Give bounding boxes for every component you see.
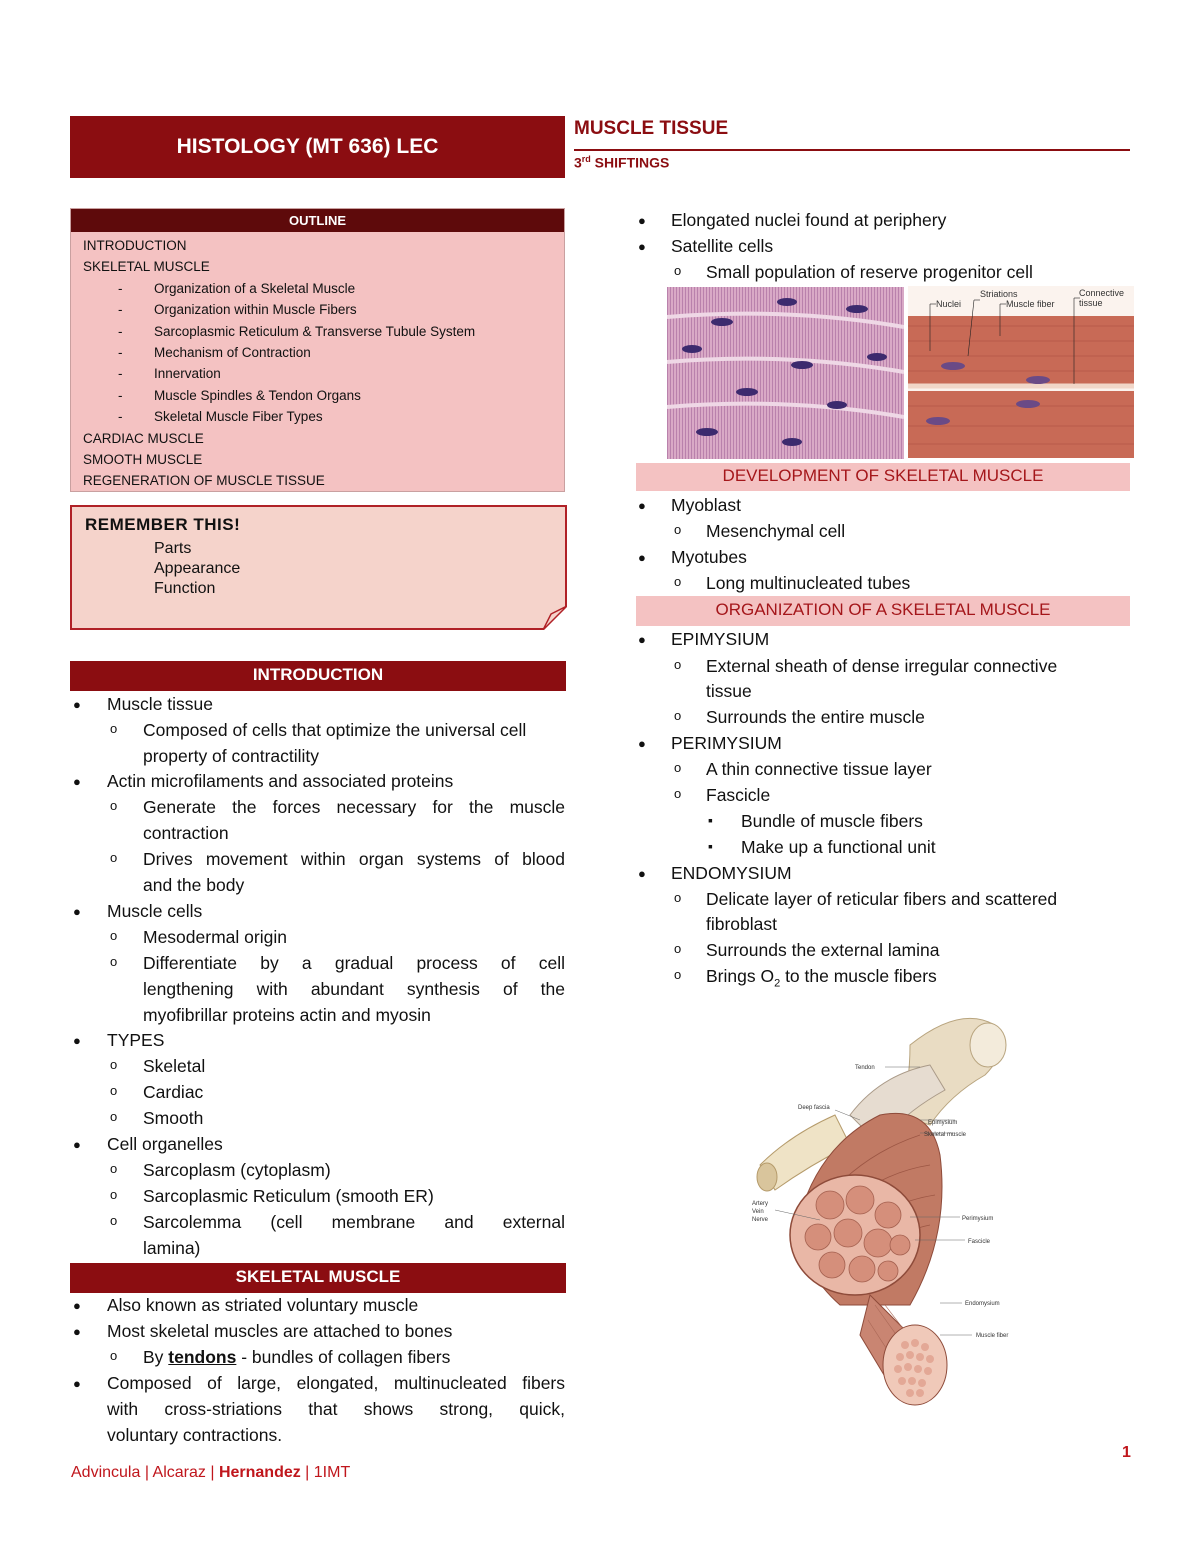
- skeletal-muscle-anatomy-illustration: [740, 1005, 1040, 1425]
- text-line: PERIMYSIUM: [671, 733, 782, 753]
- bullet-square: ▪: [708, 838, 713, 854]
- text-line: Muscle cells: [107, 901, 203, 921]
- text-line: Differentiate by a gradual process of cell: [143, 953, 565, 973]
- bullet-dot: ●: [73, 1033, 81, 1048]
- text-line: lengthening with abundant synthesis of the: [143, 979, 565, 999]
- bullet-circle: o: [674, 941, 682, 956]
- bullet-dot: ●: [73, 904, 81, 919]
- text-line: myofibrillar proteins actin and myosin: [143, 1005, 431, 1025]
- outline-item: CARDIAC MUSCLE: [83, 430, 204, 446]
- outline-subitem: - Organization of a Skeletal Muscle: [118, 280, 356, 296]
- bullet-circle: o: [674, 263, 682, 278]
- bullet-circle: o: [110, 1213, 118, 1228]
- text-line: property of contractility: [143, 746, 320, 766]
- bullet-dot: ●: [638, 239, 646, 254]
- remember-item: Function: [154, 580, 216, 597]
- text-line: Surrounds the entire muscle: [706, 707, 925, 727]
- topic-title: MUSCLE TISSUE: [574, 118, 729, 139]
- bullet-dot: ●: [73, 1324, 81, 1339]
- anatomy-label-perimysium: Perimysium: [962, 1216, 994, 1222]
- text-line: Composed of cells that optimize the universal cell: [143, 720, 527, 740]
- outline-item: SKELETAL MUSCLE: [83, 259, 210, 275]
- text-line: Composed of large, elongated, multinucleated fibers: [107, 1373, 565, 1393]
- outline-item: REGENERATION OF MUSCLE TISSUE: [83, 473, 325, 489]
- shifting-label: 3rd SHIFTINGS: [574, 154, 670, 171]
- text-line: Elongated nuclei found at periphery: [671, 210, 947, 230]
- text-line: Sarcoplasmic Reticulum (smooth ER): [143, 1186, 434, 1206]
- text-line: Muscle tissue: [107, 694, 214, 714]
- bullet-dot: ●: [638, 213, 646, 228]
- text-line: TYPES: [107, 1030, 165, 1050]
- text-line: Also known as striated voluntary muscle: [107, 1295, 419, 1315]
- text-line: External sheath of dense irregular connective: [706, 656, 1058, 676]
- outline-box: [70, 208, 565, 492]
- text-line: Cardiac: [143, 1082, 204, 1102]
- text-line: Actin microfilaments and associated proteins: [107, 771, 454, 791]
- bullet-dot: ●: [638, 632, 646, 647]
- bullet-circle: o: [674, 574, 682, 589]
- text-line: Skeletal: [143, 1056, 206, 1076]
- outline-subitem: - Sarcoplasmic Reticulum & Transverse Tubule System: [118, 323, 476, 339]
- organization-header: ORGANIZATION OF A SKELETAL MUSCLE: [636, 596, 1130, 626]
- outline-title: OUTLINE: [71, 209, 564, 232]
- bullet-circle: o: [674, 522, 682, 537]
- text-line: Bundle of muscle fibers: [741, 811, 923, 831]
- figure-label-striations: Striations: [980, 289, 1018, 299]
- bullet-circle: o: [110, 954, 118, 969]
- text-line: lamina): [143, 1238, 201, 1258]
- outline-list: [71, 232, 564, 492]
- bullet-circle: o: [110, 850, 118, 865]
- bullet-circle: o: [110, 721, 118, 736]
- bullet-dot: ●: [638, 498, 646, 513]
- text-line: Drives movement within organ systems of blood: [143, 849, 565, 869]
- remember-title: REMEMBER THIS!: [85, 515, 241, 534]
- bullet-dot: ●: [73, 697, 81, 712]
- anatomy-label-deep-fascia: Deep fascia: [798, 1105, 830, 1111]
- bullet-circle: o: [110, 798, 118, 813]
- bullet-circle: o: [674, 708, 682, 723]
- text-line: tissue: [706, 681, 752, 701]
- bullet-circle: o: [674, 890, 682, 905]
- bullet-circle: o: [110, 1109, 118, 1124]
- bullet-circle: o: [110, 928, 118, 943]
- text-line: Generate the forces necessary for the muscle: [143, 797, 565, 817]
- text-line: Delicate layer of reticular fibers and scattered: [706, 889, 1058, 909]
- bullet-square: ▪: [708, 812, 713, 828]
- bullet-dot: ●: [73, 1137, 81, 1152]
- bullet-dot: ●: [73, 774, 81, 789]
- text-line: Smooth: [143, 1108, 204, 1128]
- text-line: contraction: [143, 823, 229, 843]
- text-line: By tendons - bundles of collagen fibers: [143, 1347, 451, 1367]
- anatomy-label-tendon: Tendon: [855, 1065, 875, 1071]
- bullet-circle: o: [110, 1187, 118, 1202]
- figure-label-nuclei: Nuclei: [936, 299, 962, 309]
- anatomy-label-muscle-fiber: Muscle fiber: [976, 1333, 1009, 1339]
- anatomy-label-vein: Vein: [752, 1209, 764, 1215]
- text-line: Fascicle: [706, 785, 771, 805]
- bullet-circle: o: [110, 1083, 118, 1098]
- figure-label-tissue: tissue: [1079, 298, 1103, 308]
- introduction-header: INTRODUCTION: [70, 661, 566, 691]
- text-line: with cross-striations that shows strong, quick,: [107, 1399, 565, 1419]
- outline-subitem: - Innervation: [118, 366, 221, 382]
- bullet-dot: ●: [73, 1298, 81, 1313]
- text-line: Sarcoplasm (cytoplasm): [143, 1160, 331, 1180]
- text-line: Small population of reserve progenitor cell: [706, 262, 1033, 282]
- footer-authors: Advincula | Alcaraz | Hernandez | 1IMT: [71, 1464, 351, 1481]
- bullet-circle: o: [674, 967, 682, 982]
- bullet-circle: o: [110, 1057, 118, 1072]
- figure-label-connective: Connective: [1079, 288, 1125, 298]
- text-line: Surrounds the external lamina: [706, 940, 940, 960]
- page-fold-icon: [543, 606, 567, 630]
- text-line: Mesenchymal cell: [706, 521, 846, 541]
- muscle-fiber-schematic: [908, 286, 1134, 458]
- text-line: Myotubes: [671, 547, 747, 567]
- anatomy-label-artery: Artery: [752, 1201, 769, 1207]
- remember-box: [70, 505, 567, 630]
- anatomy-label-endomysium: Endomysium: [965, 1301, 1000, 1307]
- text-line: fibroblast: [706, 914, 778, 934]
- text-line: Brings $O_2$ to the muscle fibers: [706, 966, 937, 990]
- bullet-circle: o: [674, 760, 682, 775]
- anatomy-label-epimysium: Epimysium: [928, 1120, 958, 1126]
- text-line: ENDOMYSIUM: [671, 863, 792, 883]
- bullet-dot: ●: [73, 1376, 81, 1391]
- text-line: and the body: [143, 875, 245, 895]
- header-divider: [574, 149, 1130, 151]
- outline-subitem: - Organization within Muscle Fibers: [118, 302, 357, 318]
- outline-item: INTRODUCTION: [83, 238, 187, 253]
- text-line: Most skeletal muscles are attached to bones: [107, 1321, 453, 1341]
- text-line: EPIMYSIUM: [671, 629, 770, 649]
- text-line: Sarcolemma (cell membrane and external: [143, 1212, 565, 1232]
- course-title: HISTOLOGY (MT 636) LEC: [70, 116, 565, 178]
- text-line: Mesodermal origin: [143, 927, 287, 947]
- bullet-circle: o: [110, 1348, 118, 1363]
- outline-item: SMOOTH MUSCLE: [83, 452, 203, 468]
- remember-item: Parts: [154, 540, 192, 557]
- remember-item: Appearance: [154, 560, 241, 577]
- bullet-dot: ●: [638, 866, 646, 881]
- outline-subitem: - Skeletal Muscle Fiber Types: [118, 409, 323, 425]
- tendons-term: tendons: [168, 1347, 237, 1367]
- outline-subitem: - Muscle Spindles & Tendon Organs: [118, 387, 361, 403]
- anatomy-label-skeletal-muscle: Skeletal muscle: [924, 1132, 967, 1138]
- text-line: A thin connective tissue layer: [706, 759, 932, 779]
- development-header: DEVELOPMENT OF SKELETAL MUSCLE: [636, 463, 1130, 491]
- text-line: Satellite cells: [671, 236, 774, 256]
- text-line: Long multinucleated tubes: [706, 573, 911, 593]
- anatomy-label-fascicle: Fascicle: [968, 1239, 991, 1245]
- text-line: voluntary contractions.: [107, 1425, 283, 1445]
- text-line: Cell organelles: [107, 1134, 223, 1154]
- bullet-dot: ●: [638, 736, 646, 751]
- text-line: Make up a functional unit: [741, 837, 936, 857]
- bullet-circle: o: [110, 1161, 118, 1176]
- bullet-dot: ●: [638, 550, 646, 565]
- anatomy-label-nerve: Nerve: [752, 1217, 769, 1223]
- bullet-circle: o: [674, 786, 682, 801]
- skeletal-muscle-micrograph: [667, 287, 904, 459]
- bullet-circle: o: [674, 657, 682, 672]
- text-line: Myoblast: [671, 495, 742, 515]
- outline-subitem: - Mechanism of Contraction: [118, 345, 311, 361]
- figure-label-muscle-fiber: Muscle fiber: [1006, 299, 1055, 309]
- skeletal-muscle-header: SKELETAL MUSCLE: [70, 1263, 566, 1293]
- page-number: 1: [1122, 1444, 1131, 1461]
